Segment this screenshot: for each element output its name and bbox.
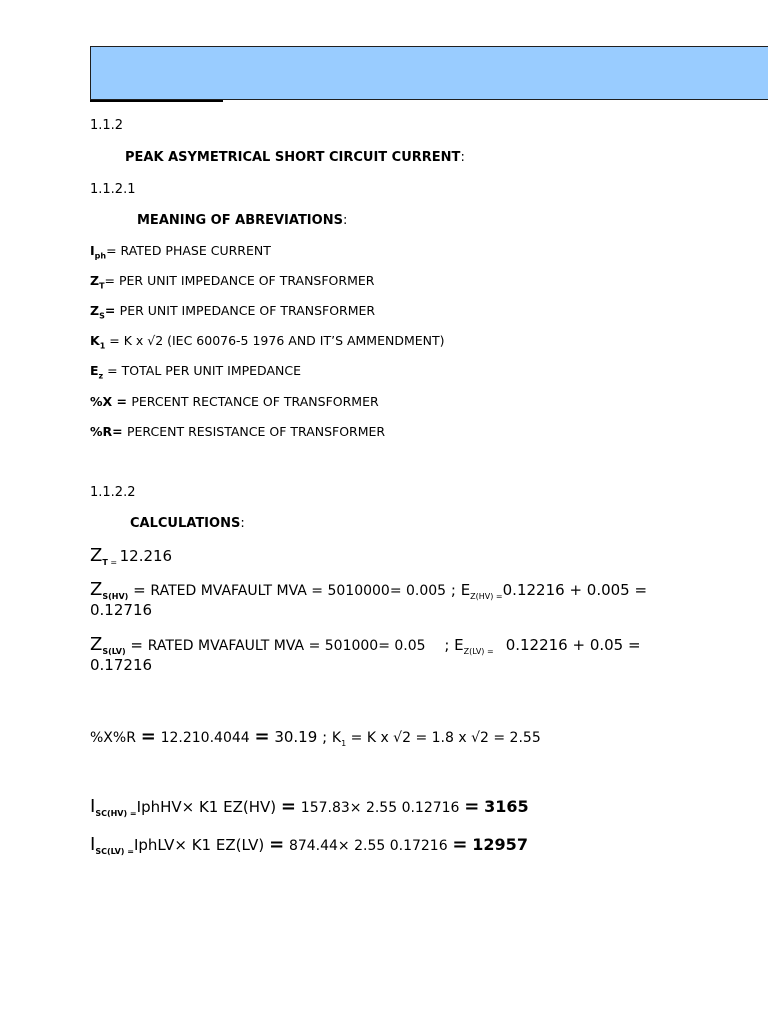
abbreviation-iph: $I_{ph}=$ RATED PHASE CURRENT xyxy=(90,243,271,261)
calc-isc-lv: $I_{SC(LV) =}IphLV\times K1$ EZ(LV) = 874.44× 2.55 0.17216 = 12957 xyxy=(90,834,528,856)
calc-zt: $Z_T$ $_=$ 12.216 xyxy=(90,545,173,567)
abbreviation-zt: $Z_T=$ PER UNIT IMPEDANCE OF TRANSFORMER xyxy=(90,273,375,291)
banner-underline xyxy=(90,100,223,102)
header-banner xyxy=(90,46,768,100)
section-number-1-1-2-1: 1.1.2.1 xyxy=(90,182,136,197)
abbreviation-zs: $Z_S=$ PER UNIT IMPEDANCE OF TRANSFORMER xyxy=(90,303,376,321)
abbreviation-ez: $E_z$ = TOTAL PER UNIT IMPEDANCE xyxy=(90,363,301,381)
calc-isc-hv: $I_{SC(HV) =}IphHV\times K1$ EZ(HV) = 157.83× 2.55 0.12716 = 3165 xyxy=(90,796,529,818)
abbreviation-percent-r: %R= PERCENT RESISTANCE OF TRANSFORMER xyxy=(90,424,386,439)
calc-zs-hv: $Z_{S(HV)}$ = RATED MVAFAULT MVA = 5010000= 0.005 ; $E_{Z(HV) =}0.12216 + 0.005$ = xyxy=(90,579,648,601)
abbreviation-k1: $K_1 = K$ x √2 (IEC 60076-5 1976 AND IT’S AMMENDMENT) xyxy=(90,333,445,351)
calc-percent-xr: %X%R = 12.210.4044 = 30.19 ; $K_1 = K$ x √2 = 1.8 x √2 = 2.55 xyxy=(90,726,541,748)
section-number-1-1-2: 1.1.2 xyxy=(90,118,124,133)
abbreviation-percent-x: %X = PERCENT RECTANCE OF TRANSFORMER xyxy=(90,394,379,409)
heading-peak-current: PEAK ASYMETRICAL SHORT CIRCUIT CURRENT: xyxy=(125,150,465,165)
heading-calculations: CALCULATIONS: xyxy=(130,516,245,531)
calc-zs-lv: $Z_{S(LV)}$ = RATED MVAFAULT MVA = 501000= 0.05 ; $E_{Z(LV) =}$ 0.12216 + 0.05 = xyxy=(90,634,641,656)
calc-zs-hv-result: 0.12716 xyxy=(90,601,153,619)
section-number-1-1-2-2: 1.1.2.2 xyxy=(90,485,136,500)
heading-abbreviations: MEANING OF ABREVIATIONS: xyxy=(137,213,348,228)
calc-zs-lv-result: 0.17216 xyxy=(90,656,153,674)
